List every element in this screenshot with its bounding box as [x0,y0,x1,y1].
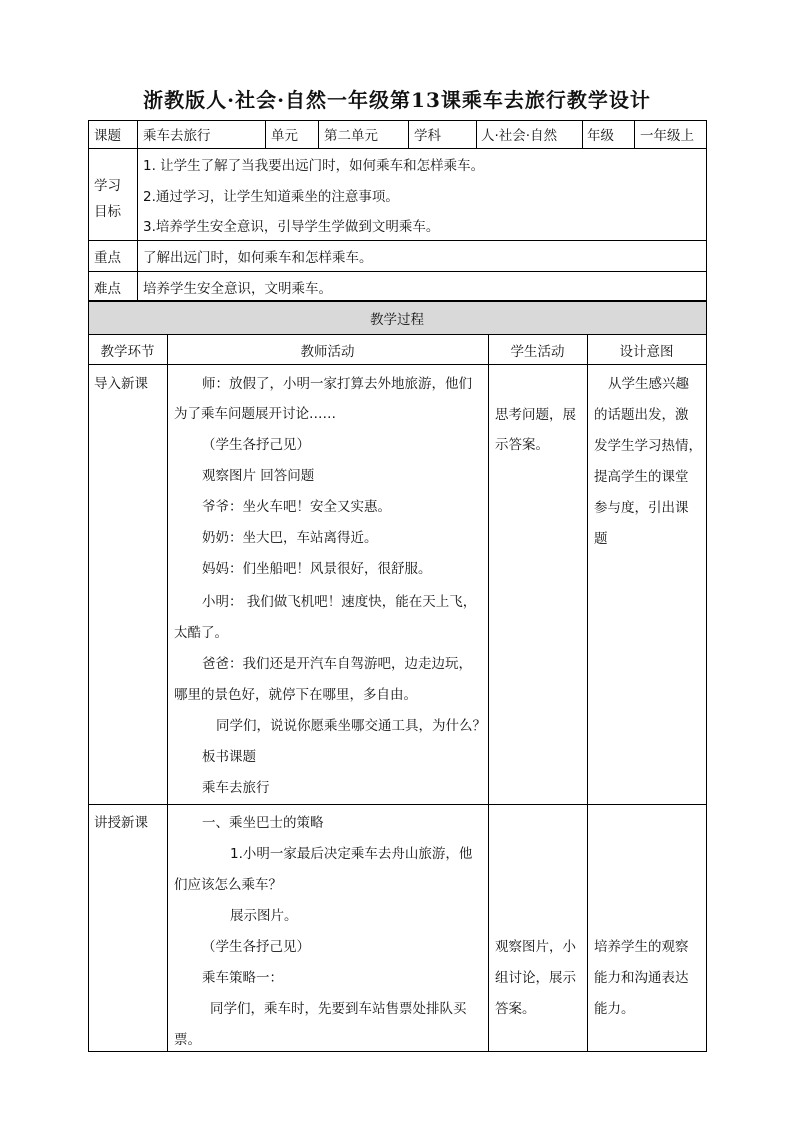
teacher-line: 1.小明一家最后决定乘车去舟山旅游，他 [230,846,473,862]
teacher-line: 为了乘车问题展开讨论…… [174,406,336,422]
student-line: 示答案。 [495,437,549,453]
intent-line: 能力和沟通表达 [594,970,689,986]
intent-line: 题 [594,531,608,547]
teacher-line: （学生各抒己见） [202,939,310,955]
teacher-line: （学生各抒己见） [202,437,310,453]
teacher-line: 同学们，乘车时，先要到车站售票处排队买 [210,1001,467,1017]
objectives-label-line1: 学习 [94,178,121,194]
teacher-line: 观察图片 回答问题 [202,468,315,484]
document-title: 浙教版人·社会·自然一年级第13课乘车去旅行教学设计 [143,88,651,112]
teacher-line: 同学们，说说你愿乘坐哪交通工具，为什么？ [216,718,486,734]
key-point-value: 了解出远门时，如何乘车和怎样乘车。 [143,250,373,266]
teacher-line: 哪里的景色好，就停下在哪里，多自由。 [174,687,417,703]
unit-value: 第二单元 [324,128,378,144]
teacher-line: 票。 [174,1032,201,1048]
column-header-teacher: 教师活动 [300,344,355,360]
column-header-intent: 设计意图 [619,344,674,360]
teacher-line: 们应该怎么乘车？ [174,877,282,893]
subject-value: 人·社会·自然 [481,128,558,144]
column-header-stage: 教学环节 [100,344,155,360]
student-line: 组讨论，展示 [495,970,576,986]
topic-label: 课题 [94,128,121,144]
column-header-student: 学生活动 [510,344,565,360]
process-header: 教学过程 [370,312,424,328]
teacher-line: 奶奶：坐大巴，车站离得近。 [202,530,378,546]
teacher-line: 师：放假了，小明一家打算去外地旅游，他们 [202,376,472,392]
intent-line: 提高学生的课堂 [594,469,689,485]
unit-label: 单元 [271,128,298,144]
intent-line: 参与度，引出课 [594,500,689,516]
stage-intro: 导入新课 [94,376,148,392]
teacher-line: 爸爸：我们还是开汽车自驾游吧，边走边玩， [202,656,472,672]
grade-label: 年级 [587,128,614,144]
intent-line: 能力。 [594,1001,635,1017]
intent-line: 的话题出发，激 [594,407,689,423]
teacher-line: 太酷了。 [174,625,228,641]
intent-line: 从学生感兴趣 [608,376,689,392]
subject-label: 学科 [414,128,441,144]
student-line: 观察图片，小 [495,939,576,955]
objective-item: 2.通过学习，让学生知道乘坐的注意事项。 [143,189,399,205]
teacher-line: 小明： 我们做飞机吧！速度快，能在天上飞， [202,594,477,610]
stage-new-lesson: 讲授新课 [94,815,148,831]
topic-value: 乘车去旅行 [143,128,211,144]
teacher-line: 乘车策略一： [202,970,283,986]
objective-item: 3.培养学生安全意识，引导学生学做到文明乘车。 [143,219,440,235]
teacher-line: 妈妈：们坐船吧！风景很好，很舒服。 [202,561,432,577]
student-line: 答案。 [495,1001,536,1017]
difficulty-value: 培养学生安全意识，文明乘车。 [143,281,332,297]
intent-line: 培养学生的观察 [594,939,689,955]
key-point-label: 重点 [94,250,121,266]
grade-value: 一年级上 [640,128,694,144]
difficulty-label: 难点 [94,281,121,297]
student-line: 思考问题，展 [495,407,576,423]
teacher-line: 展示图片。 [230,908,298,924]
teacher-line: 乘车去旅行 [202,780,270,796]
intent-line: 发学生学习热情， [594,438,702,454]
teacher-line: 一、乘坐巴士的策略 [202,815,324,831]
teacher-line: 板书课题 [202,749,256,765]
teacher-line: 爷爷：坐火车吧！安全又实惠。 [202,499,391,515]
objectives-label-line2: 目标 [94,204,121,220]
objective-item: 1. 让学生了解了当我要出远门时，如何乘车和怎样乘车。 [143,158,485,174]
